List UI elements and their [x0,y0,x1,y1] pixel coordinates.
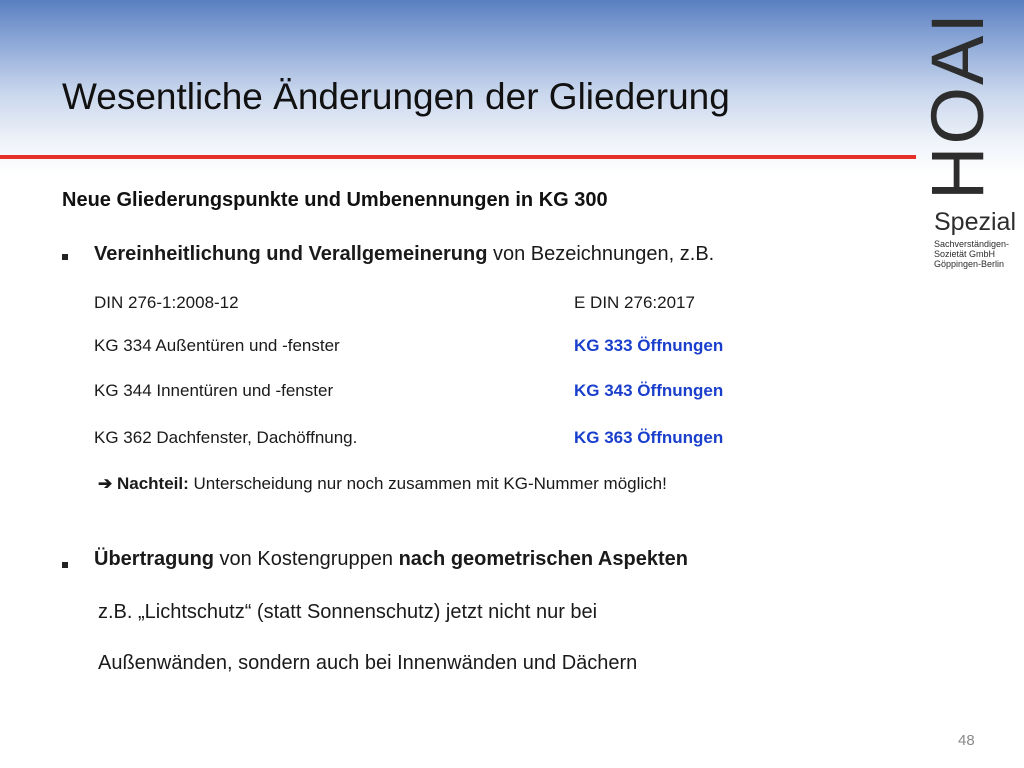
row-3-left: KG 362 Dachfenster, Dachöffnung. [94,428,358,447]
bullet-2-mid: von Kostengruppen [214,548,399,570]
bullet-2-line-3: Außenwänden, sondern auch bei Innenwänden und Dächern [98,652,638,674]
note-label: Nachteil: [116,474,189,493]
bullet-2-bold-2: nach geometrischen Aspekten [398,548,688,570]
page-number: 48 [958,732,975,749]
section-subheading: Neue Gliederungspunkte und Umbenennungen in KG 300 [62,189,608,211]
arrow-icon: ➔ [98,474,113,493]
left-column-header: DIN 276-1:2008-12 [94,293,239,312]
disadvantage-note [98,474,667,494]
bullet-marker-1 [62,254,68,260]
note-text: Unterscheidung nur noch zusammen mit KG-Nummer möglich! [188,474,667,493]
slide-title: Wesentliche Änderungen der Gliederung [62,76,730,117]
row-2-left: KG 344 Innentüren und -fenster [94,381,334,400]
brand-line-1: Sachverständigen- [934,239,1010,249]
bullet-1-bold: Vereinheitlichung und Verallgemeinerung [94,243,488,265]
right-column-header: E DIN 276:2017 [574,293,695,312]
bullet-1-rest: von Bezeichnungen, z.B. [487,243,715,265]
brand-spezial-text: Spezial [934,208,1016,236]
bullet-1-text [94,243,714,266]
brand-line-2: Sozietät GmbH [934,249,996,259]
title-divider [0,155,916,159]
row-1-left: KG 334 Außentüren und -fenster [94,336,340,355]
brand-hoai-text: HOAI [916,11,999,200]
row-3-right: KG 363 Öffnungen [574,428,724,447]
bullet-2-line-2: z.B. „Lichtschutz“ (statt Sonnenschutz) jetzt nicht nur bei [98,601,598,623]
row-1-right: KG 333 Öffnungen [574,336,724,355]
row-2-right: KG 343 Öffnungen [574,381,724,400]
bullet-2-text [94,548,688,571]
bullet-marker-2 [62,562,68,568]
bullet-2-bold-1: Übertragung [94,548,214,570]
brand-line-3: Göppingen-Berlin [934,259,1005,269]
